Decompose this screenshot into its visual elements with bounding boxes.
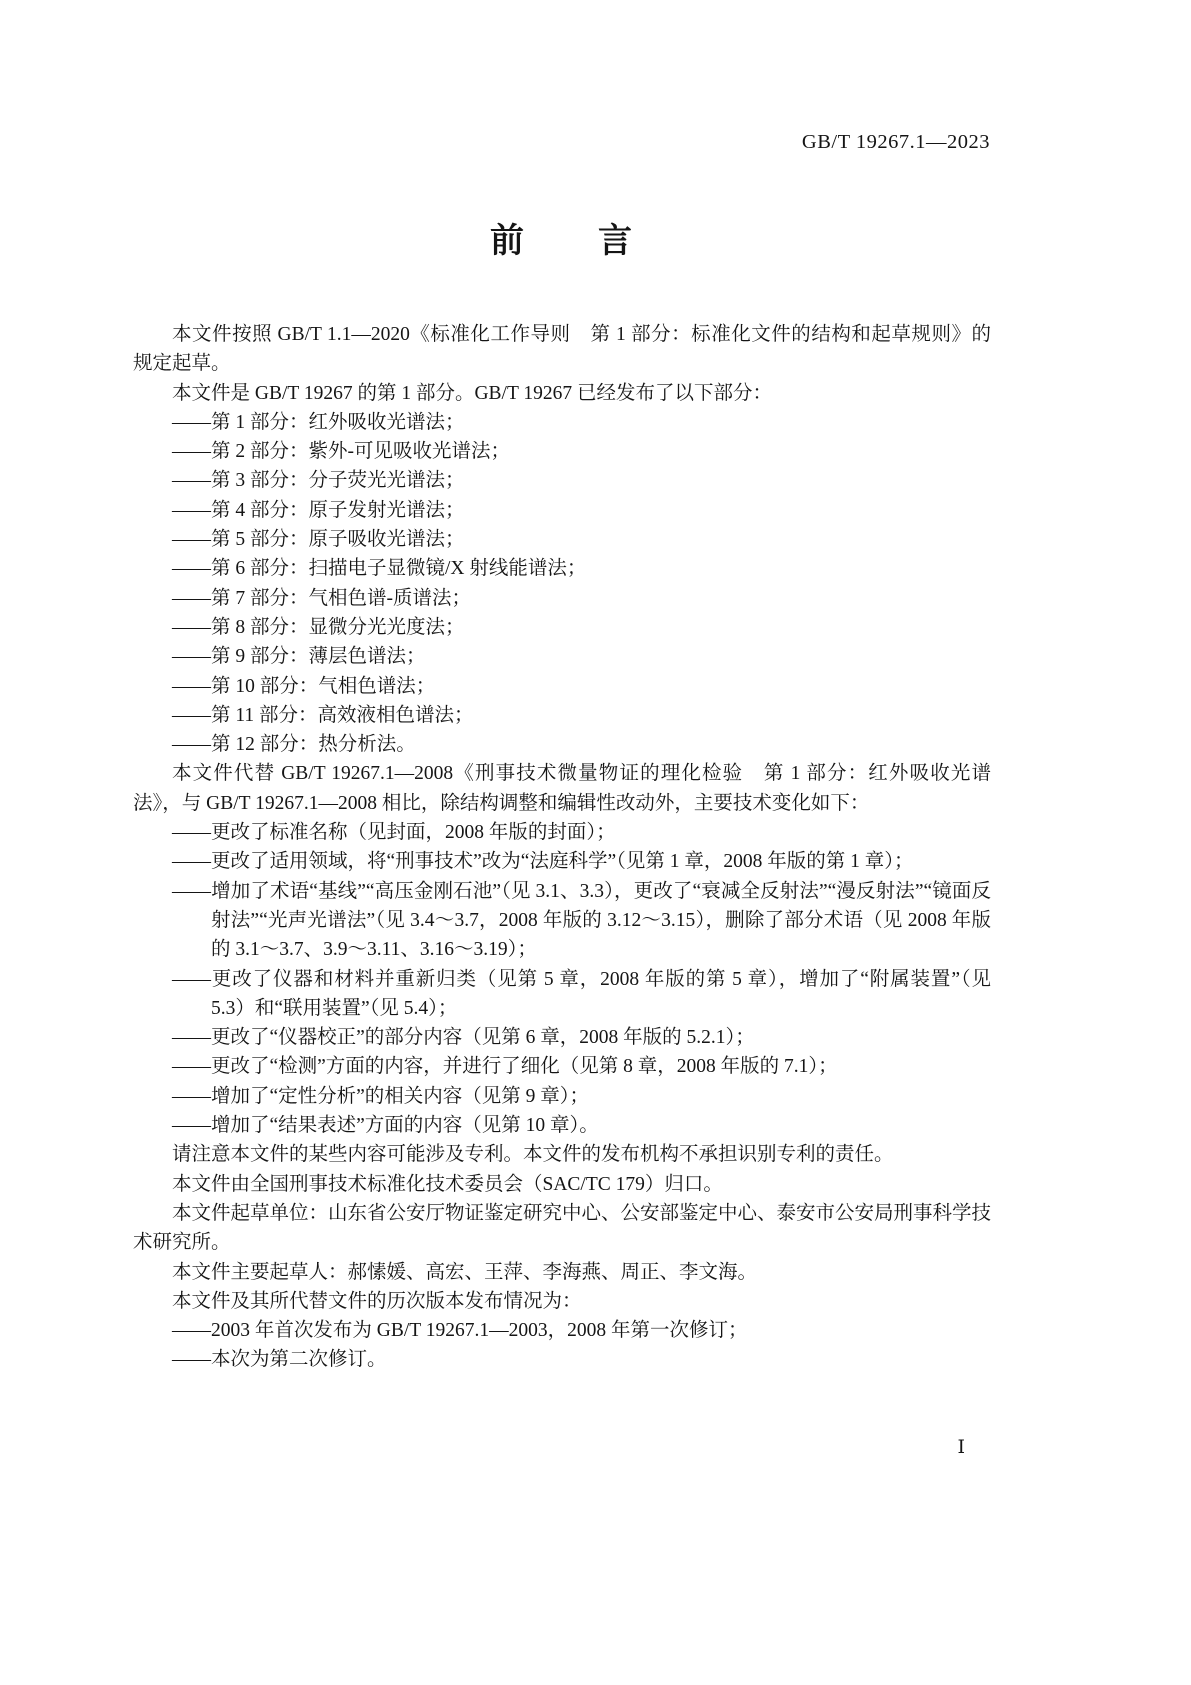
- foreword-content: [133, 320, 991, 1375]
- list-item: ——第 10 部分：气相色谱法；: [172, 675, 436, 697]
- paragraph: 本文件是 GB/T 19267 的第 1 部分。GB/T 19267 已经发布了以下部分：: [172, 382, 773, 404]
- paragraph: 本文件及其所代替文件的历次版本发布情况为：: [172, 1290, 582, 1312]
- page-title: 前 言: [490, 223, 634, 260]
- paragraph: 本文件按照 GB/T 1.1—2020《标准化工作导则 第 1 部分：标准化文件的结构和起草规则》的规定起草。: [133, 324, 991, 375]
- page-number: Ⅰ: [957, 1437, 965, 1458]
- list-item: ——第 2 部分：紫外-可见吸收光谱法；: [172, 441, 510, 463]
- list-item: ——第 4 部分：原子发射光谱法；: [172, 499, 465, 521]
- list-item: ——更改了适用领域，将“刑事技术”改为“法庭科学”（见第 1 章，2008 年版的第 1 章）；: [172, 851, 914, 873]
- list-item: ——更改了“仪器校正”的部分内容（见第 6 章，2008 年版的 5.2.1）；: [172, 1027, 755, 1049]
- list-item: ——第 3 部分：分子荧光光谱法；: [172, 470, 465, 492]
- paragraph: 请注意本文件的某些内容可能涉及专利。本文件的发布机构不承担识别专利的责任。: [172, 1144, 894, 1166]
- list-item: ——增加了术语“基线”“高压金刚石池”（见 3.1、3.3），更改了“衰减全反射法”“漫反射法”“镜面反射法”“光声光谱法”（见 3.4～3.7，2008 年版的 3.12～3.15），删除了部分术语（见 2008 年版的 3.1～3.7、3.9～3.11、3.16～3.19）；: [172, 880, 991, 961]
- list-item: ——第 7 部分：气相色谱-质谱法；: [172, 587, 471, 609]
- list-item: ——更改了仪器和材料并重新归类（见第 5 章，2008 年版的第 5 章），增加了“附属装置”（见 5.3）和“联用装置”（见 5.4）；: [172, 968, 991, 1019]
- list-item: ——第 6 部分：扫描电子显微镜/X 射线能谱法；: [172, 558, 587, 580]
- list-item: ——第 9 部分：薄层色谱法；: [172, 646, 426, 668]
- list-item: ——第 8 部分：显微分光光度法；: [172, 616, 465, 638]
- list-item: ——增加了“定性分析”的相关内容（见第 9 章）；: [172, 1085, 590, 1107]
- standard-number: GB/T 19267.1—2023: [801, 131, 990, 153]
- list-item: ——第 11 部分：高效液相色谱法；: [172, 704, 474, 726]
- paragraph: 本文件起草单位：山东省公安厅物证鉴定研究中心、公安部鉴定中心、泰安市公安局刑事科学技术研究所。: [133, 1202, 992, 1254]
- list-item: ——更改了标准名称（见封面，2008 年版的封面）；: [172, 822, 616, 844]
- list-item: ——本次为第二次修订。: [172, 1349, 387, 1371]
- list-item: ——2003 年首次发布为 GB/T 19267.1—2003，2008 年第一次修订；: [172, 1320, 748, 1342]
- list-item: ——更改了“检测”方面的内容，并进行了细化（见第 8 章，2008 年版的 7.1）；: [172, 1056, 838, 1078]
- paragraph: 本文件代替 GB/T 19267.1—2008《刑事技术微量物证的理化检验 第 1 部分：红外吸收光谱法》，与 GB/T 19267.1—2008 相比，除结构调整和编辑性改动外，主要技术变化如下：: [133, 763, 991, 814]
- paragraph: 本文件由全国刑事技术标准化技术委员会（SAC/TC 179）归口。: [172, 1173, 723, 1195]
- list-item: ——第 1 部分：红外吸收光谱法；: [172, 411, 465, 433]
- list-item: ——增加了“结果表述”方面的内容（见第 10 章）。: [172, 1115, 599, 1137]
- paragraph: 本文件主要起草人：郝愫媛、高宏、王萍、李海燕、周正、李文海。: [172, 1261, 758, 1283]
- list-item: ——第 5 部分：原子吸收光谱法；: [172, 529, 465, 551]
- list-item: ——第 12 部分：热分析法。: [172, 734, 416, 756]
